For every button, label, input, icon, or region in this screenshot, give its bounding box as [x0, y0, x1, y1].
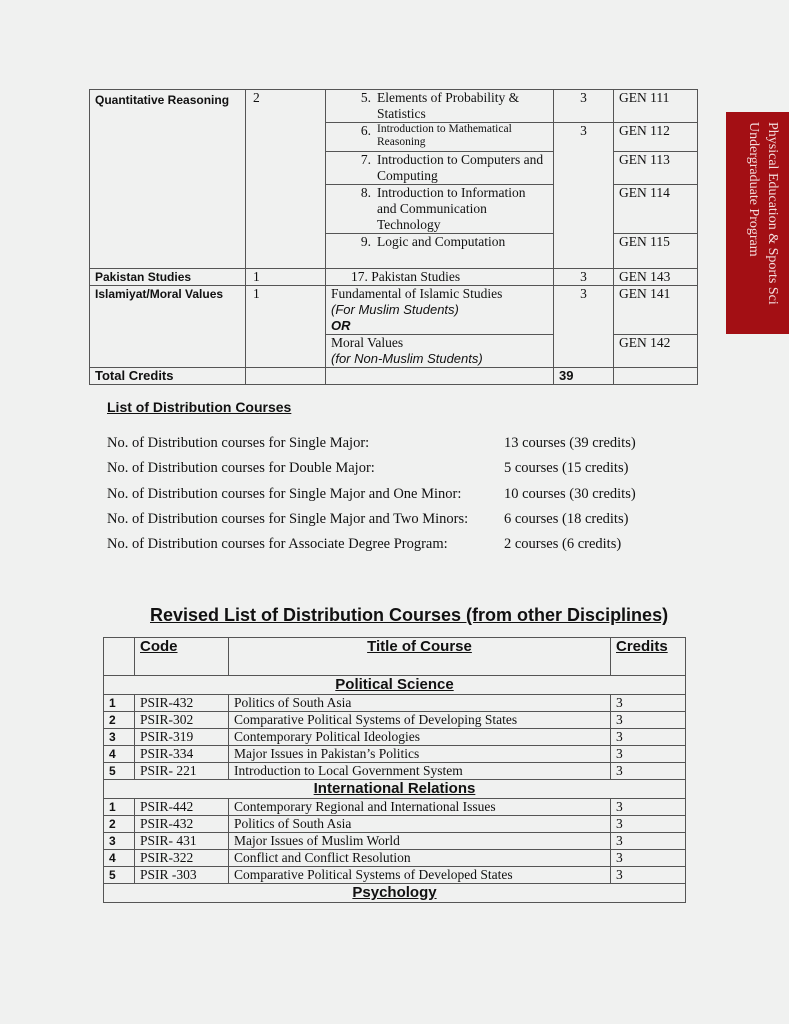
course-cell	[326, 234, 554, 269]
empty-cell	[326, 368, 554, 385]
course-title: Comparative Political Systems of Developing States	[229, 712, 611, 729]
course-code: GEN 142	[614, 335, 698, 368]
category-count: 1	[246, 286, 326, 368]
row-index: 2	[104, 712, 135, 729]
credits-table	[89, 89, 698, 385]
category-count: 2	[246, 90, 326, 269]
course-code: GEN 143	[614, 269, 698, 286]
course-code: PSIR-322	[135, 850, 229, 867]
course-credits: 3	[554, 269, 614, 286]
course-title: Politics of South Asia	[229, 816, 611, 833]
course-note: (For Muslim Students)	[331, 302, 459, 317]
course-credits: 3	[611, 850, 686, 867]
course-number: 6.	[360, 123, 371, 138]
course-number: 8.	[360, 185, 371, 200]
table-row	[104, 695, 686, 712]
row-index: 1	[104, 695, 135, 712]
course-title: Major Issues of Muslim World	[229, 833, 611, 850]
course-credits: 3	[611, 816, 686, 833]
distribution-label: No. of Distribution courses for Single Major:	[107, 435, 370, 451]
course-credits: 3	[611, 833, 686, 850]
table-row	[104, 867, 686, 884]
empty-cell	[104, 638, 135, 676]
course-title: Politics of South Asia	[229, 695, 611, 712]
course-note: (for Non-Muslim Students)	[331, 351, 483, 366]
row-index: 4	[104, 746, 135, 763]
course-code: PSIR-334	[135, 746, 229, 763]
category-pakistan-studies: Pakistan Studies	[90, 269, 246, 286]
row-index: 1	[104, 799, 135, 816]
category-islamiyat: Islamiyat/Moral Values	[90, 286, 246, 368]
row-index: 3	[104, 833, 135, 850]
revised-heading: Revised List of Distribution Courses (from other Disciplines)	[150, 605, 669, 625]
course-title: Major Issues in Pakistan’s Politics	[229, 746, 611, 763]
list-item	[107, 460, 629, 477]
course-title: Introduction to Local Government System	[229, 763, 611, 780]
course-title: Conflict and Conflict Resolution	[229, 850, 611, 867]
course-title: Elements of Probability & Statistics	[377, 90, 520, 121]
course-cell	[326, 335, 554, 368]
table-row	[104, 799, 686, 816]
header-title: Title of Course	[229, 638, 611, 676]
table-row	[90, 368, 698, 385]
course-code: PSIR-319	[135, 729, 229, 746]
course-code: GEN 114	[614, 185, 698, 234]
revised-courses-table	[103, 637, 686, 903]
side-tab-text: Physical Education & Sports Sci Undergraduate Program	[746, 122, 780, 305]
course-credits: 3	[611, 695, 686, 712]
table-row	[90, 269, 698, 286]
distribution-value: 13 courses (39 credits)	[504, 435, 636, 451]
list-item	[107, 511, 629, 528]
course-title: 17. Pakistan Studies	[326, 269, 554, 286]
course-title: Contemporary Regional and International Issues	[229, 799, 611, 816]
course-credits: 3	[554, 90, 614, 123]
course-code: GEN 112	[614, 123, 698, 152]
course-title: Comparative Political Systems of Developed States	[229, 867, 611, 884]
row-index: 4	[104, 850, 135, 867]
course-title: Introduction to Mathematical Reasoning	[377, 123, 512, 148]
list-item	[107, 486, 636, 503]
section-psychology: Psychology	[104, 884, 686, 903]
course-code: PSIR-302	[135, 712, 229, 729]
distribution-label: No. of Distribution courses for Single Major and Two Minors:	[107, 511, 469, 527]
course-credits: 3	[611, 867, 686, 884]
row-index: 2	[104, 816, 135, 833]
table-row	[104, 729, 686, 746]
course-cell	[326, 185, 554, 234]
header-code: Code	[135, 638, 229, 676]
course-code: GEN 111	[614, 90, 698, 123]
course-credits: 3	[611, 763, 686, 780]
course-code: PSIR -303	[135, 867, 229, 884]
distribution-value: 6 courses (18 credits)	[504, 511, 629, 527]
table-header-row	[104, 638, 686, 676]
header-credits: Credits	[611, 638, 686, 676]
course-credits: 3	[611, 746, 686, 763]
total-credits-label: Total Credits	[90, 368, 246, 385]
table-row	[104, 712, 686, 729]
course-title: Introduction to Computers and Computing	[377, 152, 544, 183]
course-credits: 3	[611, 729, 686, 746]
course-code: PSIR-442	[135, 799, 229, 816]
empty-cell	[614, 368, 698, 385]
list-item	[107, 536, 622, 553]
total-credits-value: 39	[554, 368, 614, 385]
course-credits: 3	[554, 123, 614, 269]
course-credits: 3	[611, 799, 686, 816]
table-row	[90, 286, 698, 335]
course-credits: 3	[554, 286, 614, 368]
or-label: OR	[331, 318, 351, 333]
section-political-science: Political Science	[104, 676, 686, 695]
row-index: 3	[104, 729, 135, 746]
category-count: 1	[246, 269, 326, 286]
course-code: PSIR-432	[135, 816, 229, 833]
distribution-value: 10 courses (30 credits)	[504, 486, 636, 502]
course-code: GEN 113	[614, 152, 698, 185]
course-code: GEN 115	[614, 234, 698, 269]
table-row	[90, 90, 698, 123]
course-title: Logic and Computation	[377, 234, 506, 249]
course-title: Fundamental of Islamic Studies	[331, 286, 503, 301]
table-row	[104, 763, 686, 780]
course-title: Contemporary Political Ideologies	[229, 729, 611, 746]
distribution-value: 2 courses (6 credits)	[504, 536, 622, 552]
course-code: PSIR-432	[135, 695, 229, 712]
empty-cell	[246, 368, 326, 385]
course-title: Introduction to Information and Communication Technology	[377, 185, 526, 232]
table-row	[104, 833, 686, 850]
course-cell	[326, 90, 554, 123]
table-row	[104, 816, 686, 833]
distribution-label: No. of Distribution courses for Associate Degree Program:	[107, 536, 448, 552]
row-index: 5	[104, 867, 135, 884]
distribution-value: 5 courses (15 credits)	[504, 460, 629, 476]
course-title: Moral Values	[331, 335, 404, 350]
distribution-heading: List of Distribution Courses	[107, 399, 292, 415]
course-code: GEN 141	[614, 286, 698, 335]
course-cell	[326, 123, 554, 152]
side-tab	[726, 112, 789, 334]
course-cell	[326, 286, 554, 335]
distribution-label: No. of Distribution courses for Double Major:	[107, 460, 375, 476]
table-row	[104, 850, 686, 867]
course-code: PSIR- 221	[135, 763, 229, 780]
course-cell	[326, 152, 554, 185]
table-row	[104, 746, 686, 763]
list-item	[107, 435, 636, 452]
course-number: 9.	[360, 234, 371, 249]
course-number: 5.	[360, 90, 371, 105]
category-quantitative-reasoning: Quantitative Reasoning	[90, 90, 246, 269]
distribution-label: No. of Distribution courses for Single Major and One Minor:	[107, 486, 462, 502]
section-international-relations: International Relations	[104, 780, 686, 799]
course-code: PSIR- 431	[135, 833, 229, 850]
course-credits: 3	[611, 712, 686, 729]
row-index: 5	[104, 763, 135, 780]
course-number: 7.	[360, 152, 371, 167]
